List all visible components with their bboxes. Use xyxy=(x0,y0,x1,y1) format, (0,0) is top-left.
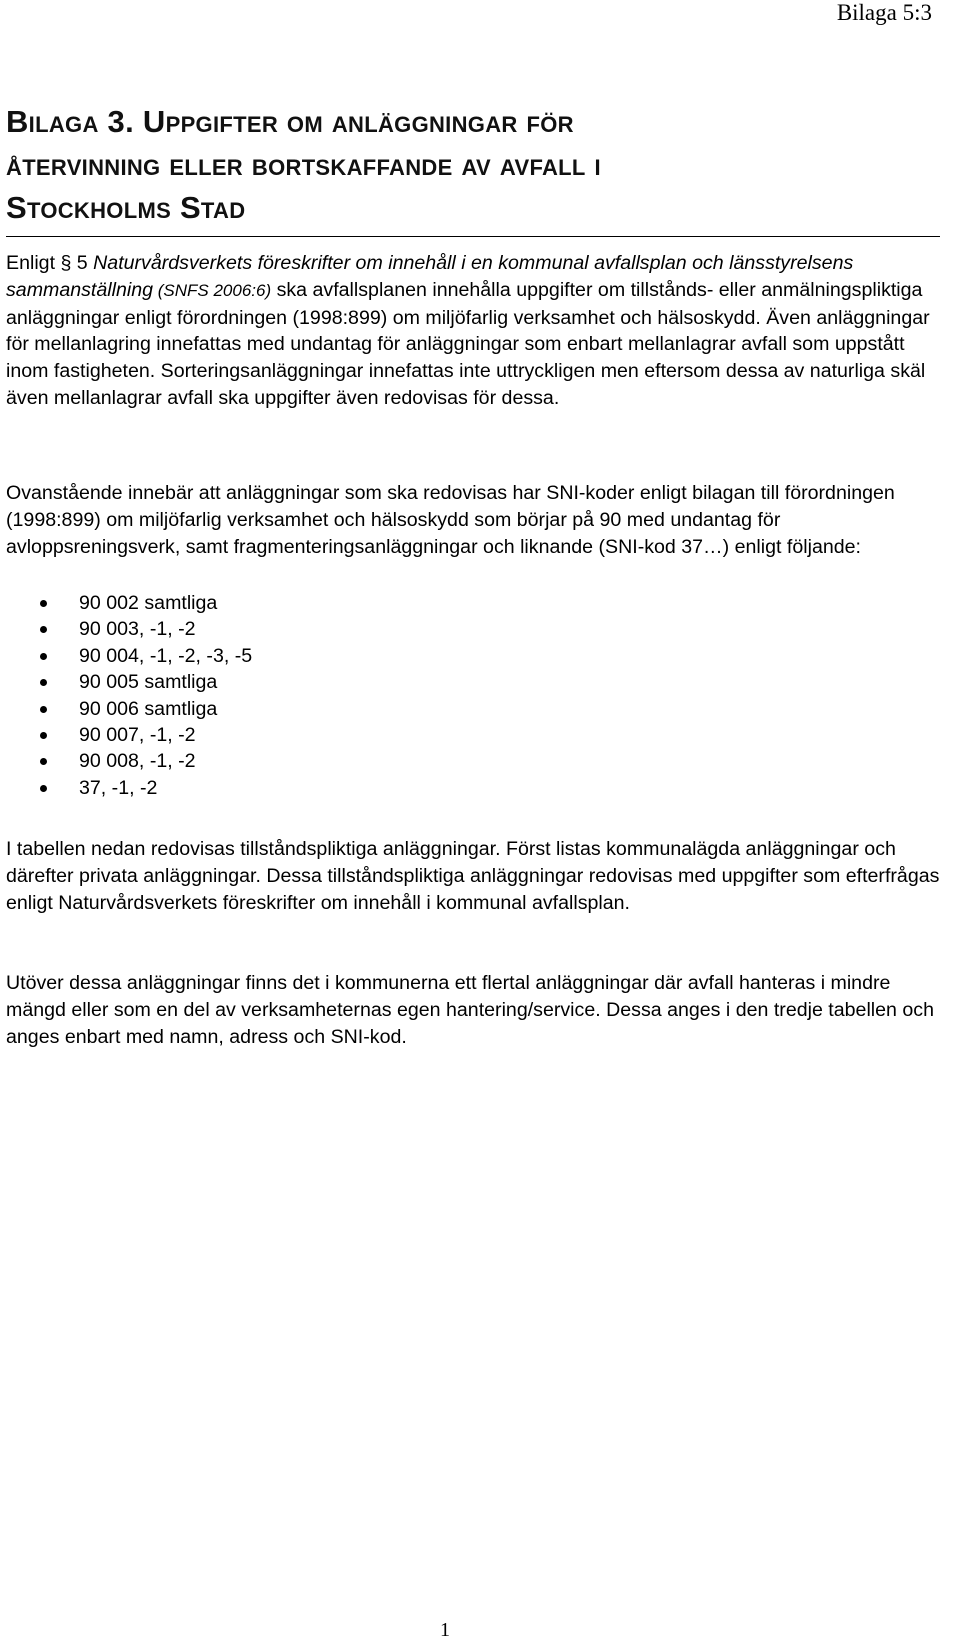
appendix-heading xyxy=(6,100,936,229)
sni-code: 90 006 samtliga xyxy=(79,697,218,720)
regulation-title: Naturvårdsverkets föreskrifter om innehåll i en kommunal avfallsplan och länsstyrelsens sammanställning xyxy=(6,252,854,301)
sni-paragraph: Ovanstående innebär att anläggningar som ska redovisas har SNI-koder enligt bilagan till förordningen (1998:899) om miljöfarlig verksamhet och hälsoskydd som börjar på 90 med undantag för avloppsreningsverk, samt fragmenteringsanläggningar och liknande (SNI-kod 37…) enligt följande: xyxy=(6,482,895,558)
bullet-icon xyxy=(40,758,47,765)
intro-paragraph xyxy=(6,250,951,412)
list-item xyxy=(40,669,252,695)
list-item xyxy=(40,775,252,801)
bullet-icon xyxy=(40,732,47,739)
list-item xyxy=(40,616,252,642)
heading-line: Stockholms Stad xyxy=(6,190,246,225)
bullet-icon xyxy=(40,626,47,633)
sni-code: 37, -1, -2 xyxy=(79,776,158,799)
intro-lead: Enligt § 5 xyxy=(6,252,94,274)
bullet-icon xyxy=(40,706,47,713)
bullet-icon xyxy=(40,653,47,660)
heading-line: återvinning eller bortskaffande av avfall i xyxy=(6,147,601,182)
list-item xyxy=(40,722,252,748)
sni-code: 90 003, -1, -2 xyxy=(79,618,196,641)
sni-code: 90 007, -1, -2 xyxy=(79,724,196,747)
intro-rest: ska avfallsplanen innehålla uppgifter om tillstånds- eller anmälningspliktiga anläggningar enligt förordningen (1998:899) om miljöfarlig verksamhet och hälsoskydd. Även anläggningar för mellanlagring innefattas med undantag för anläggningar som enbart mellanlagrar avfall som uppstått inom fastigheten. Sorteringsanläggningar innefattas inte uttryckligen men eftersom dessa av naturliga skäl även mellanlagrar avfall ska uppgifter även redovisas för dessa. xyxy=(6,278,930,409)
sni-code: 90 004, -1, -2, -3, -5 xyxy=(79,644,253,667)
sni-code: 90 005 samtliga xyxy=(79,671,218,694)
bullet-icon xyxy=(40,785,47,792)
table-intro-paragraph: I tabellen nedan redovisas tillståndspliktiga anläggningar. Först listas kommunalägda anläggningar och därefter privata anläggningar. Dessa tillståndspliktiga anläggningar redovisas med uppgifter som efterfrågas enligt Naturvårdsverkets föreskrifter om innehåll i kommunal avfallsplan. xyxy=(6,838,940,914)
bullet-icon xyxy=(40,679,47,686)
sni-code-list xyxy=(40,590,252,801)
regulation-reference: (SNFS 2006:6) xyxy=(153,280,272,300)
page-header-label: Bilaga 5:3 xyxy=(836,0,932,25)
list-item xyxy=(40,748,252,774)
bullet-icon xyxy=(40,600,47,607)
sni-code: 90 008, -1, -2 xyxy=(79,750,196,773)
list-item xyxy=(40,696,252,722)
list-item xyxy=(40,590,252,616)
additional-facilities-paragraph: Utöver dessa anläggningar finns det i kommunerna ett flertal anläggningar där avfall hanteras i mindre mängd eller som en del av verksamheternas egen hantering/service. Dessa anges i den tredje tabellen och anges enbart med namn, adress och SNI-kod. xyxy=(6,972,934,1048)
heading-divider xyxy=(6,236,940,237)
sni-code: 90 002 samtliga xyxy=(79,592,218,614)
page-number: 1 xyxy=(440,1619,450,1641)
list-item xyxy=(40,643,252,669)
heading-line: Bilaga 3. Uppgifter om anläggningar för xyxy=(6,104,574,139)
